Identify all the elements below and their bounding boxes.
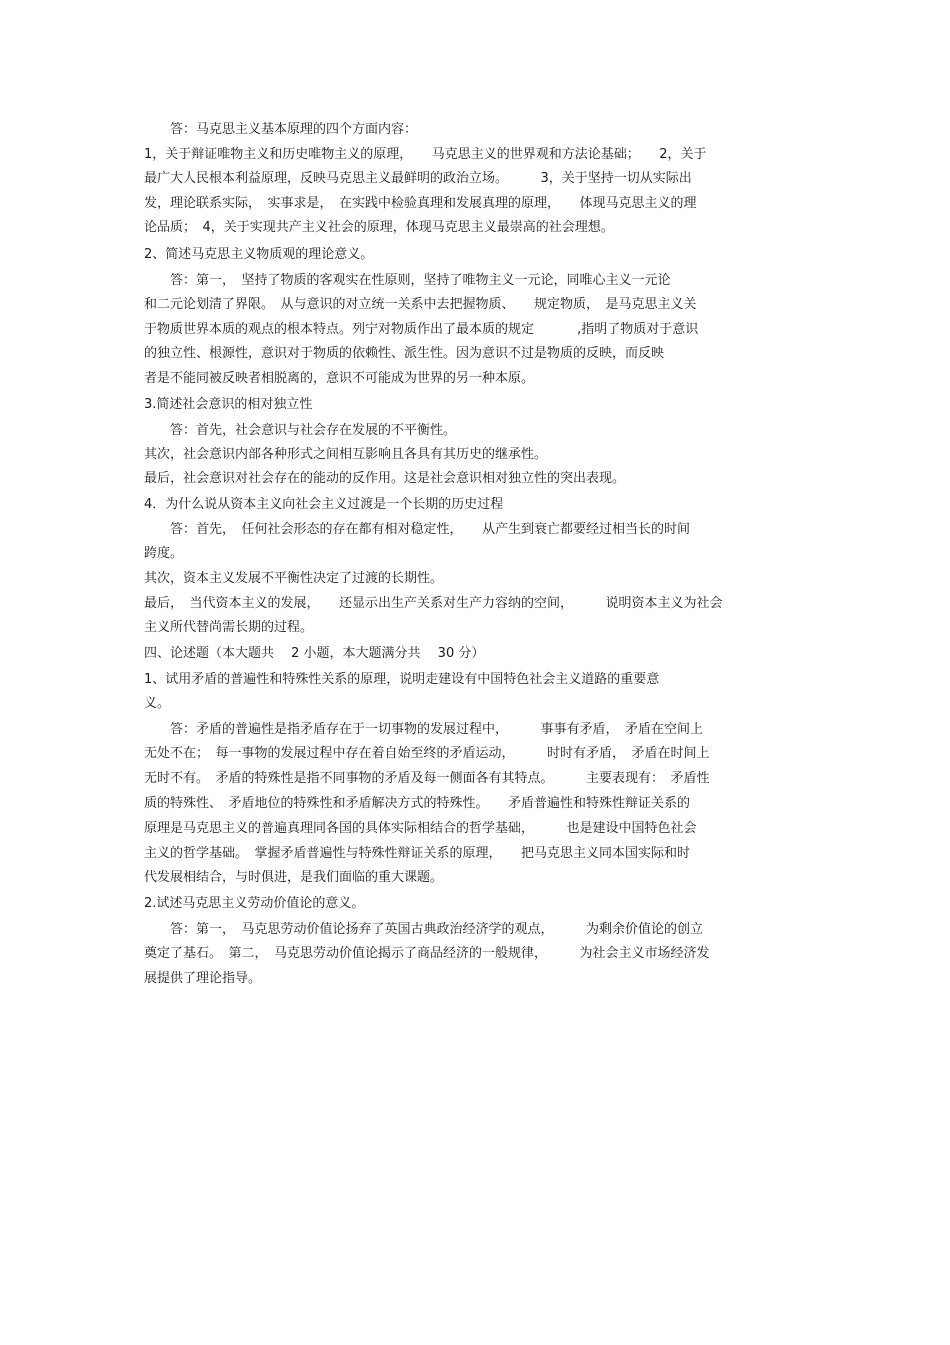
text-line: 最后， 当代资本主义的发展， 还显示出生产关系对生产力容纳的空间， 说明资本主义为社会 [144, 596, 723, 611]
text-line: 义。 [144, 696, 171, 711]
text-line: 其次，资本主义发展不平衡性决定了过渡的长期性。 [144, 571, 444, 586]
text-line: 展提供了理论指导。 [144, 971, 262, 986]
text-line: 于物质世界本质的观点的根本特点。列宁对物质作出了最本质的规定 ,指明了物质对于意识 [144, 322, 699, 337]
text-line: 跨度。 [144, 546, 184, 561]
section-heading: 四、论述题（本大题共 2 小题，本大题满分共 30 分） [144, 646, 485, 661]
text-line: 最后，社会意识对社会存在的能动的反作用。这是社会意识相对独立性的突出表现。 [144, 471, 626, 486]
text-line: 答：第一， 马克思劳动价值论扬弃了英国古典政治经济学的观点， 为剩余价值论的创立 [144, 922, 704, 937]
text-line: 无时不有。 矛盾的特殊性是指不同事物的矛盾及每一侧面各有其特点。 主要表现有： 矛盾性 [144, 771, 710, 786]
text-line: 论品质； 4，关于实现共产主义社会的原理，体现马克思主义最崇高的社会理想。 [144, 220, 614, 235]
text-line: 主义的哲学基础。 掌握矛盾普遍性与特殊性辩证关系的原理， 把马克思主义同本国实际和时 [144, 846, 691, 861]
text-line: 的独立性、根源性，意识对于物质的依赖性、派生性。因为意识不过是物质的反映，而反映 [144, 346, 665, 361]
text-line: 奠定了基石。 第二， 马克思劳动价值论揭示了商品经济的一般规律， 为社会主义市场经济发 [144, 946, 710, 961]
text-line: 答：矛盾的普遍性是指矛盾存在于一切事物的发展过程中， 事事有矛盾， 矛盾在空间上 [144, 722, 704, 737]
text-line: 1，关于辩证唯物主义和历史唯物主义的原理， 马克思主义的世界观和方法论基础； 2，关于 [144, 147, 707, 162]
question-heading: 2、简述马克思主义物质观的理论意义。 [144, 247, 374, 262]
text-line: 原理是马克思主义的普遍真理同各国的具体实际相结合的哲学基础， 也是建设中国特色社会 [144, 821, 697, 836]
text-line: 代发展相结合，与时俱进，是我们面临的重大课题。 [144, 870, 444, 885]
text-line: 答：第一， 坚持了物质的客观实在性原则，坚持了唯物主义一元论，同唯心主义一元论 [144, 273, 671, 288]
text-line: 主义所代替尚需长期的过程。 [144, 620, 314, 635]
text-line: 者是不能同被反映者相脱离的，意识不可能成为世界的另一种本原。 [144, 371, 535, 386]
text-line: 最广大人民根本利益原理，反映马克思主义最鲜明的政治立场。 3，关于坚持一切从实际出 [144, 171, 692, 186]
question-heading: 3.简述社会意识的相对独立性 [144, 397, 313, 412]
question-heading: 4．为什么说从资本主义向社会主义过渡是一个长期的历史过程 [144, 497, 504, 512]
text-line: 其次，社会意识内部各种形式之间相互影响且各具有其历史的继承性。 [144, 447, 548, 462]
text-line: 答：首先， 任何社会形态的存在都有相对稳定性， 从产生到衰亡都要经过相当长的时间 [144, 522, 691, 537]
text-line: 发，理论联系实际， 实事求是， 在实践中检验真理和发展真理的原理， 体现马克思主义的理 [144, 196, 697, 211]
text-line: 质的特殊性、 矛盾地位的特殊性和矛盾解决方式的特殊性。 矛盾普遍性和特殊性辩证关系的 [144, 796, 691, 811]
text-line: 无处不在； 每一事物的发展过程中存在着自始至终的矛盾运动， 时时有矛盾， 矛盾在时间上 [144, 746, 710, 761]
question-heading: 2.试述马克思主义劳动价值论的意义。 [144, 896, 365, 911]
text-line: 和二元论划清了界限。 从与意识的对立统一关系中去把握物质、 规定物质， 是马克思主义关 [144, 297, 697, 312]
text-line: 答：首先，社会意识与社会存在发展的不平衡性。 [144, 423, 457, 438]
text-line: 答：马克思主义基本原理的四个方面内容： [144, 122, 418, 137]
question-heading: 1、试用矛盾的普遍性和特殊性关系的原理，说明走建设有中国特色社会主义道路的重要意 [144, 672, 660, 687]
